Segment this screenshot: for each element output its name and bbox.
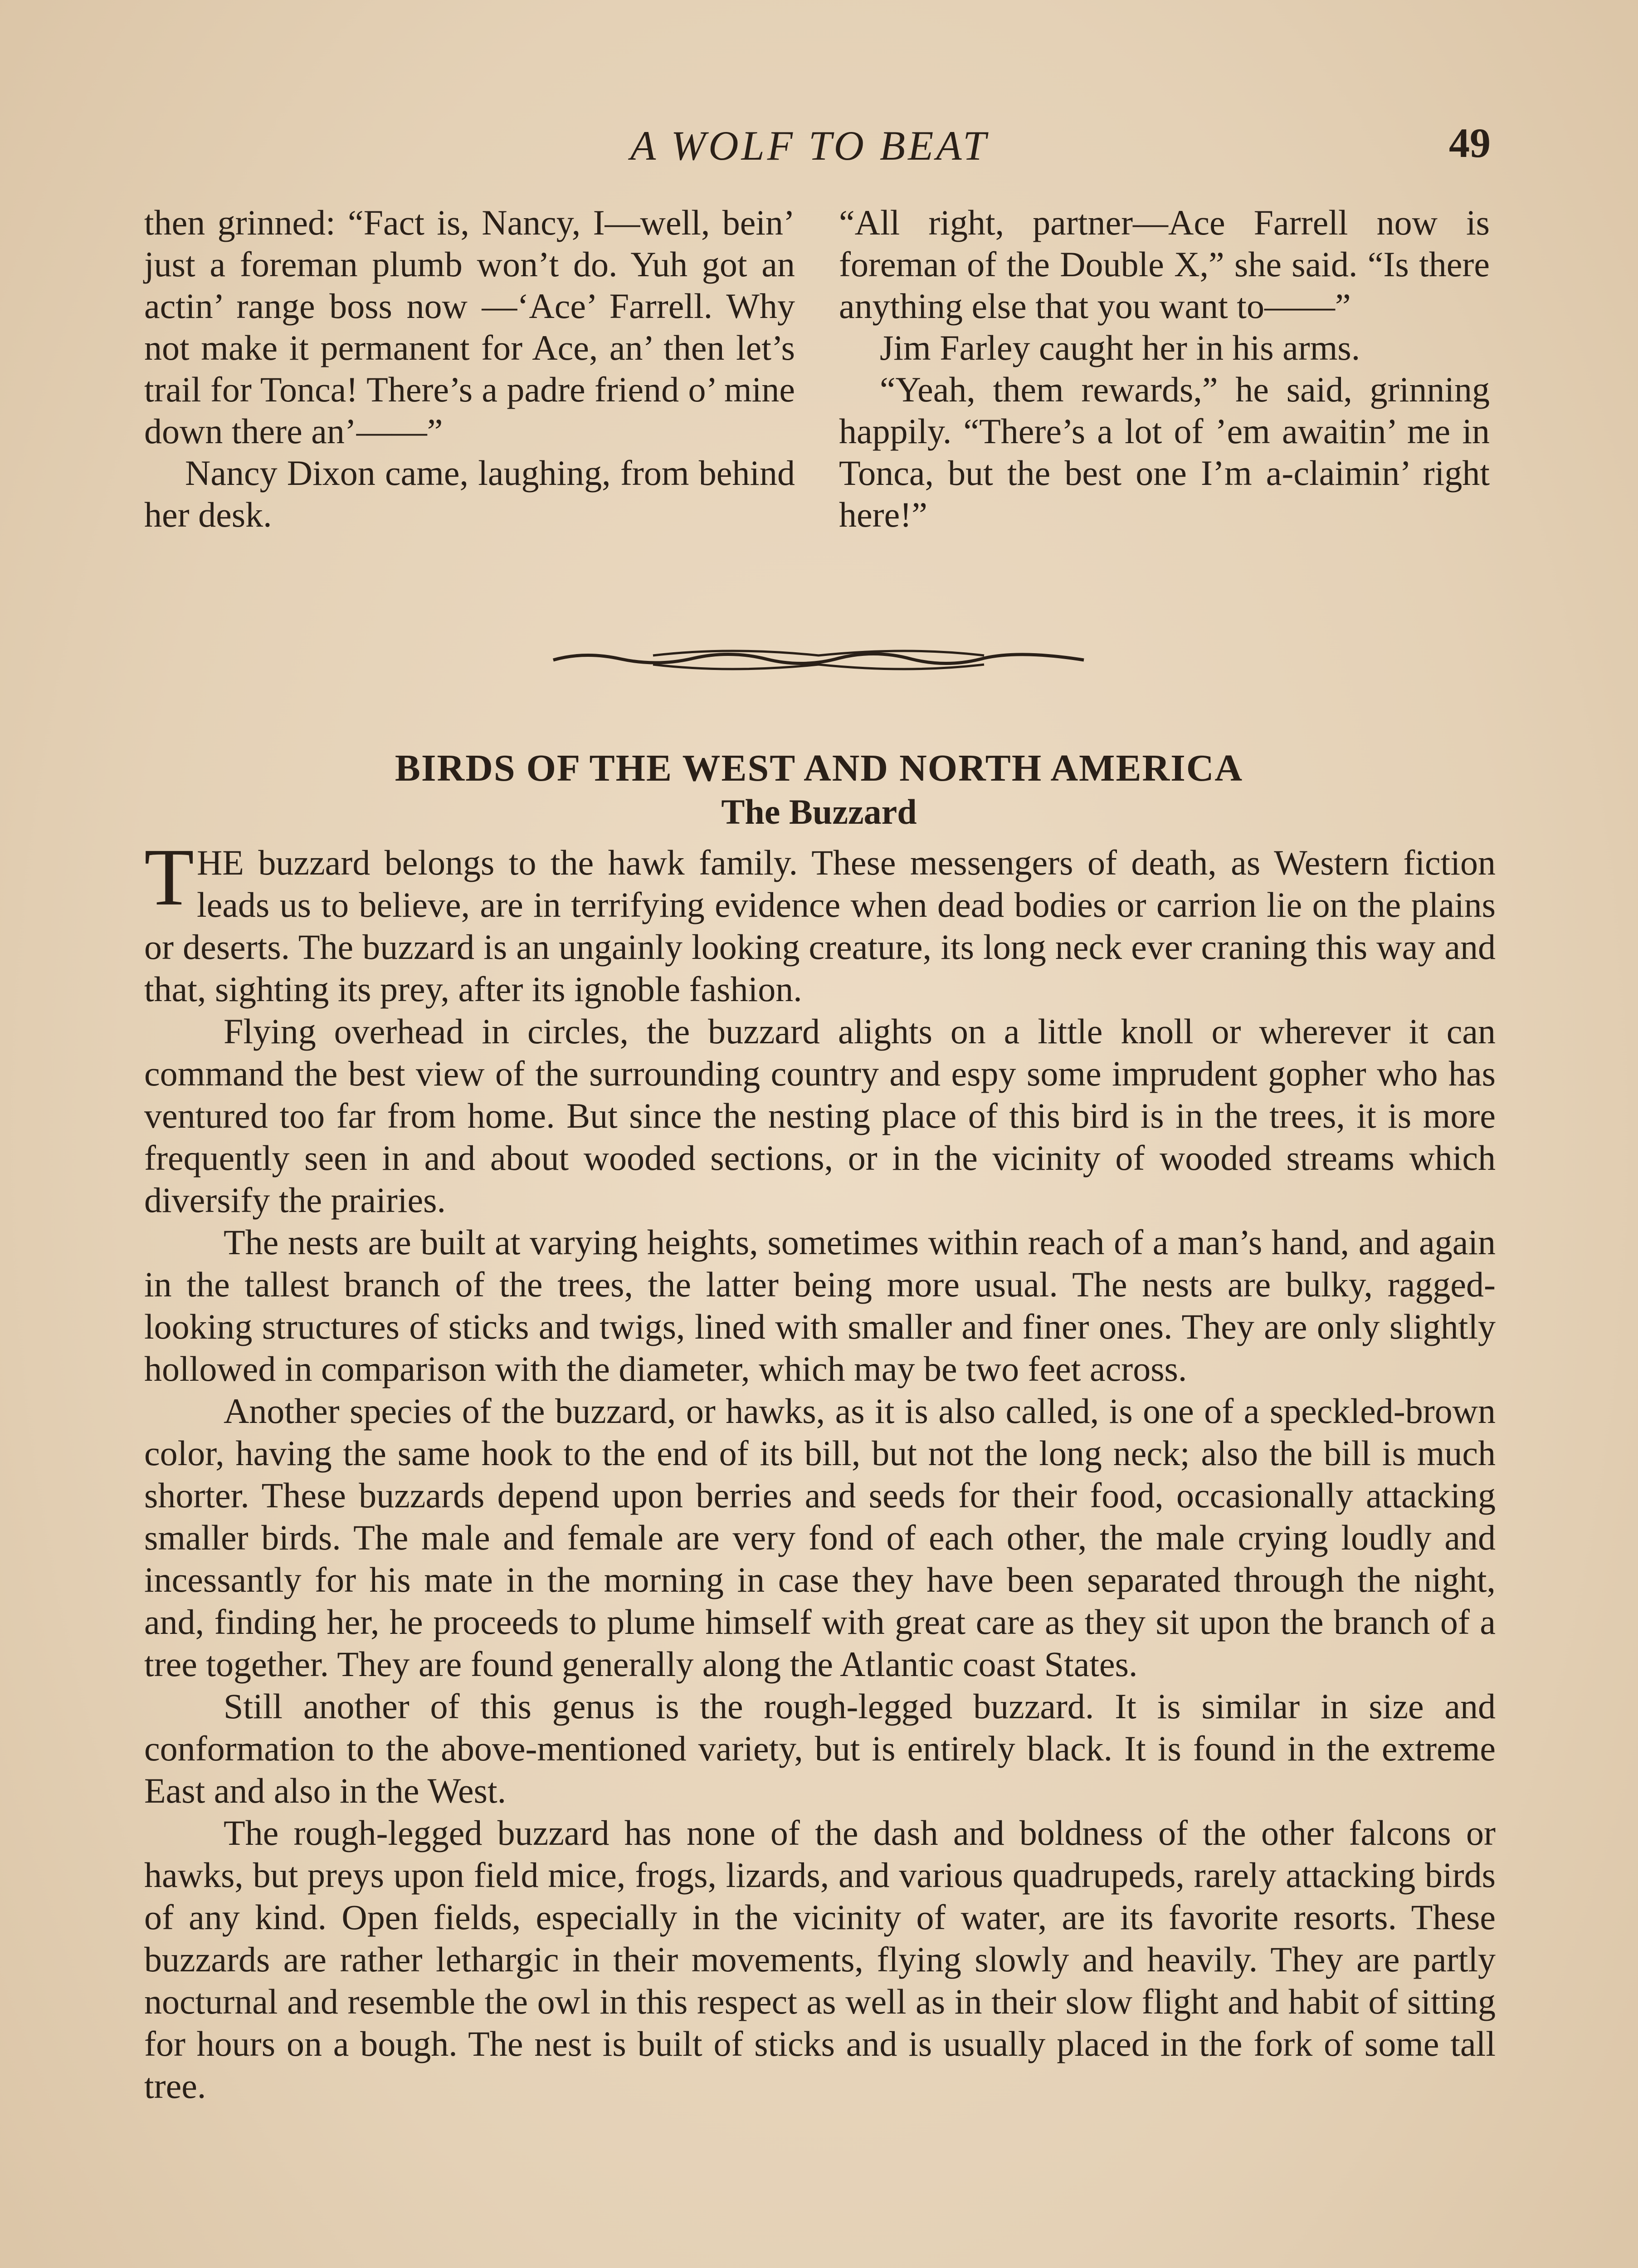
drop-cap: T	[144, 832, 194, 922]
story-column-right	[839, 202, 1490, 536]
article-body	[144, 832, 1496, 2107]
article-paragraph	[144, 832, 1496, 1010]
article-paragraph: Still another of this genus is the rough-legged buzzard. It is similar in size and conformation to the above-mentioned variety, but is entirely black. It is found in the extreme East and also in the West.	[144, 1686, 1496, 1810]
article-title: BIRDS OF THE WEST AND NORTH AMERICA	[395, 747, 1243, 789]
story-column-left	[144, 202, 795, 536]
story-paragraph: “All right, partner—Ace Farrell now is foreman of the Double X,” she said. “Is there anything else that you want to——”	[839, 203, 1490, 326]
story-paragraph: Jim Farley caught her in his arms.	[880, 328, 1360, 367]
article-paragraph: Another species of the buzzard, or hawks, as it is also called, is one of a speckled-brown color, having the same hook to the end of its bill, but not the long neck; also the bill is much shorter. These buzzards depend upon berries and seeds for their food, occasionally attacking smaller birds. The male and female are very fond of each other, the male crying loudly and incessantly for his mate in the morning in case they have been separated through the night, and, finding her, he proceeds to plume himself with great care as they sit upon the branch of a tree together. They are found generally along the Atlantic coast States.	[144, 1391, 1496, 1684]
story-paragraph: “Yeah, them rewards,” he said, grinning happily. “There’s a lot of ’em awaitin’ me in Tonca, but the best one I’m a-claimin’ right here!”	[839, 370, 1490, 534]
article-paragraph: The nests are built at varying heights, sometimes within reach of a man’s hand, and again in the tallest branch of the trees, the latter being more usual. The nests are bulky, ragged-looking structures of sticks and twigs, lined with smaller and finer ones. They are only slightly hollowed in comparison with the diameter, which may be two feet across.	[144, 1222, 1496, 1388]
story-paragraph: then grinned: “Fact is, Nancy, I—well, bein’ just a foreman plumb won’t do. Yuh got an actin’ range boss now —‘Ace’ Farrell. Why not make it permanent for Ace, an’ then let’s trail for Tonca! There’s a padre friend o’ mine down there an’——”	[144, 203, 795, 451]
article-paragraph: Flying overhead in circles, the buzzard alights on a little knoll or wherever it can command the best view of the surrounding country and espy some imprudent gopher who has ventured too far from home. But since the nesting place of this bird is in the trees, it is more frequently seen in and about wooded sections, or in the vicinity of wooded streams which diversify the prairies.	[144, 1012, 1496, 1220]
article-paragraph-text: HE buzzard belongs to the hawk family. These messengers of death, as Western fiction leads us to believe, are in terrifying evidence when dead bodies or carrion lie on the plains or deserts. The buzzard is an ungainly looking creature, its long neck ever craning this way and that, sighting its prey, after its ignoble fashion.	[144, 843, 1496, 1009]
article-subtitle: The Buzzard	[721, 792, 917, 831]
section-divider-ornament	[549, 642, 1088, 678]
story-paragraph: Nancy Dixon came, laughing, from behind her desk.	[144, 453, 795, 534]
running-head: A WOLF TO BEAT	[630, 122, 989, 169]
article-paragraph: The rough-legged buzzard has none of the dash and boldness of the other falcons or hawks, but preys upon field mice, frogs, lizards, and various quadrupeds, rarely attacking birds of any kind. Open fields, especially in the vicinity of water, are its favorite resorts. These buzzards are rather lethargic in their movements, flying slowly and heavily. They are partly nocturnal and resemble the owl in this respect as well as in their slow flight and habit of sitting for hours on a bough. The nest is built of sticks and is usually placed in the fork of some tall tree.	[144, 1813, 1496, 2106]
page-number: 49	[1449, 120, 1491, 166]
